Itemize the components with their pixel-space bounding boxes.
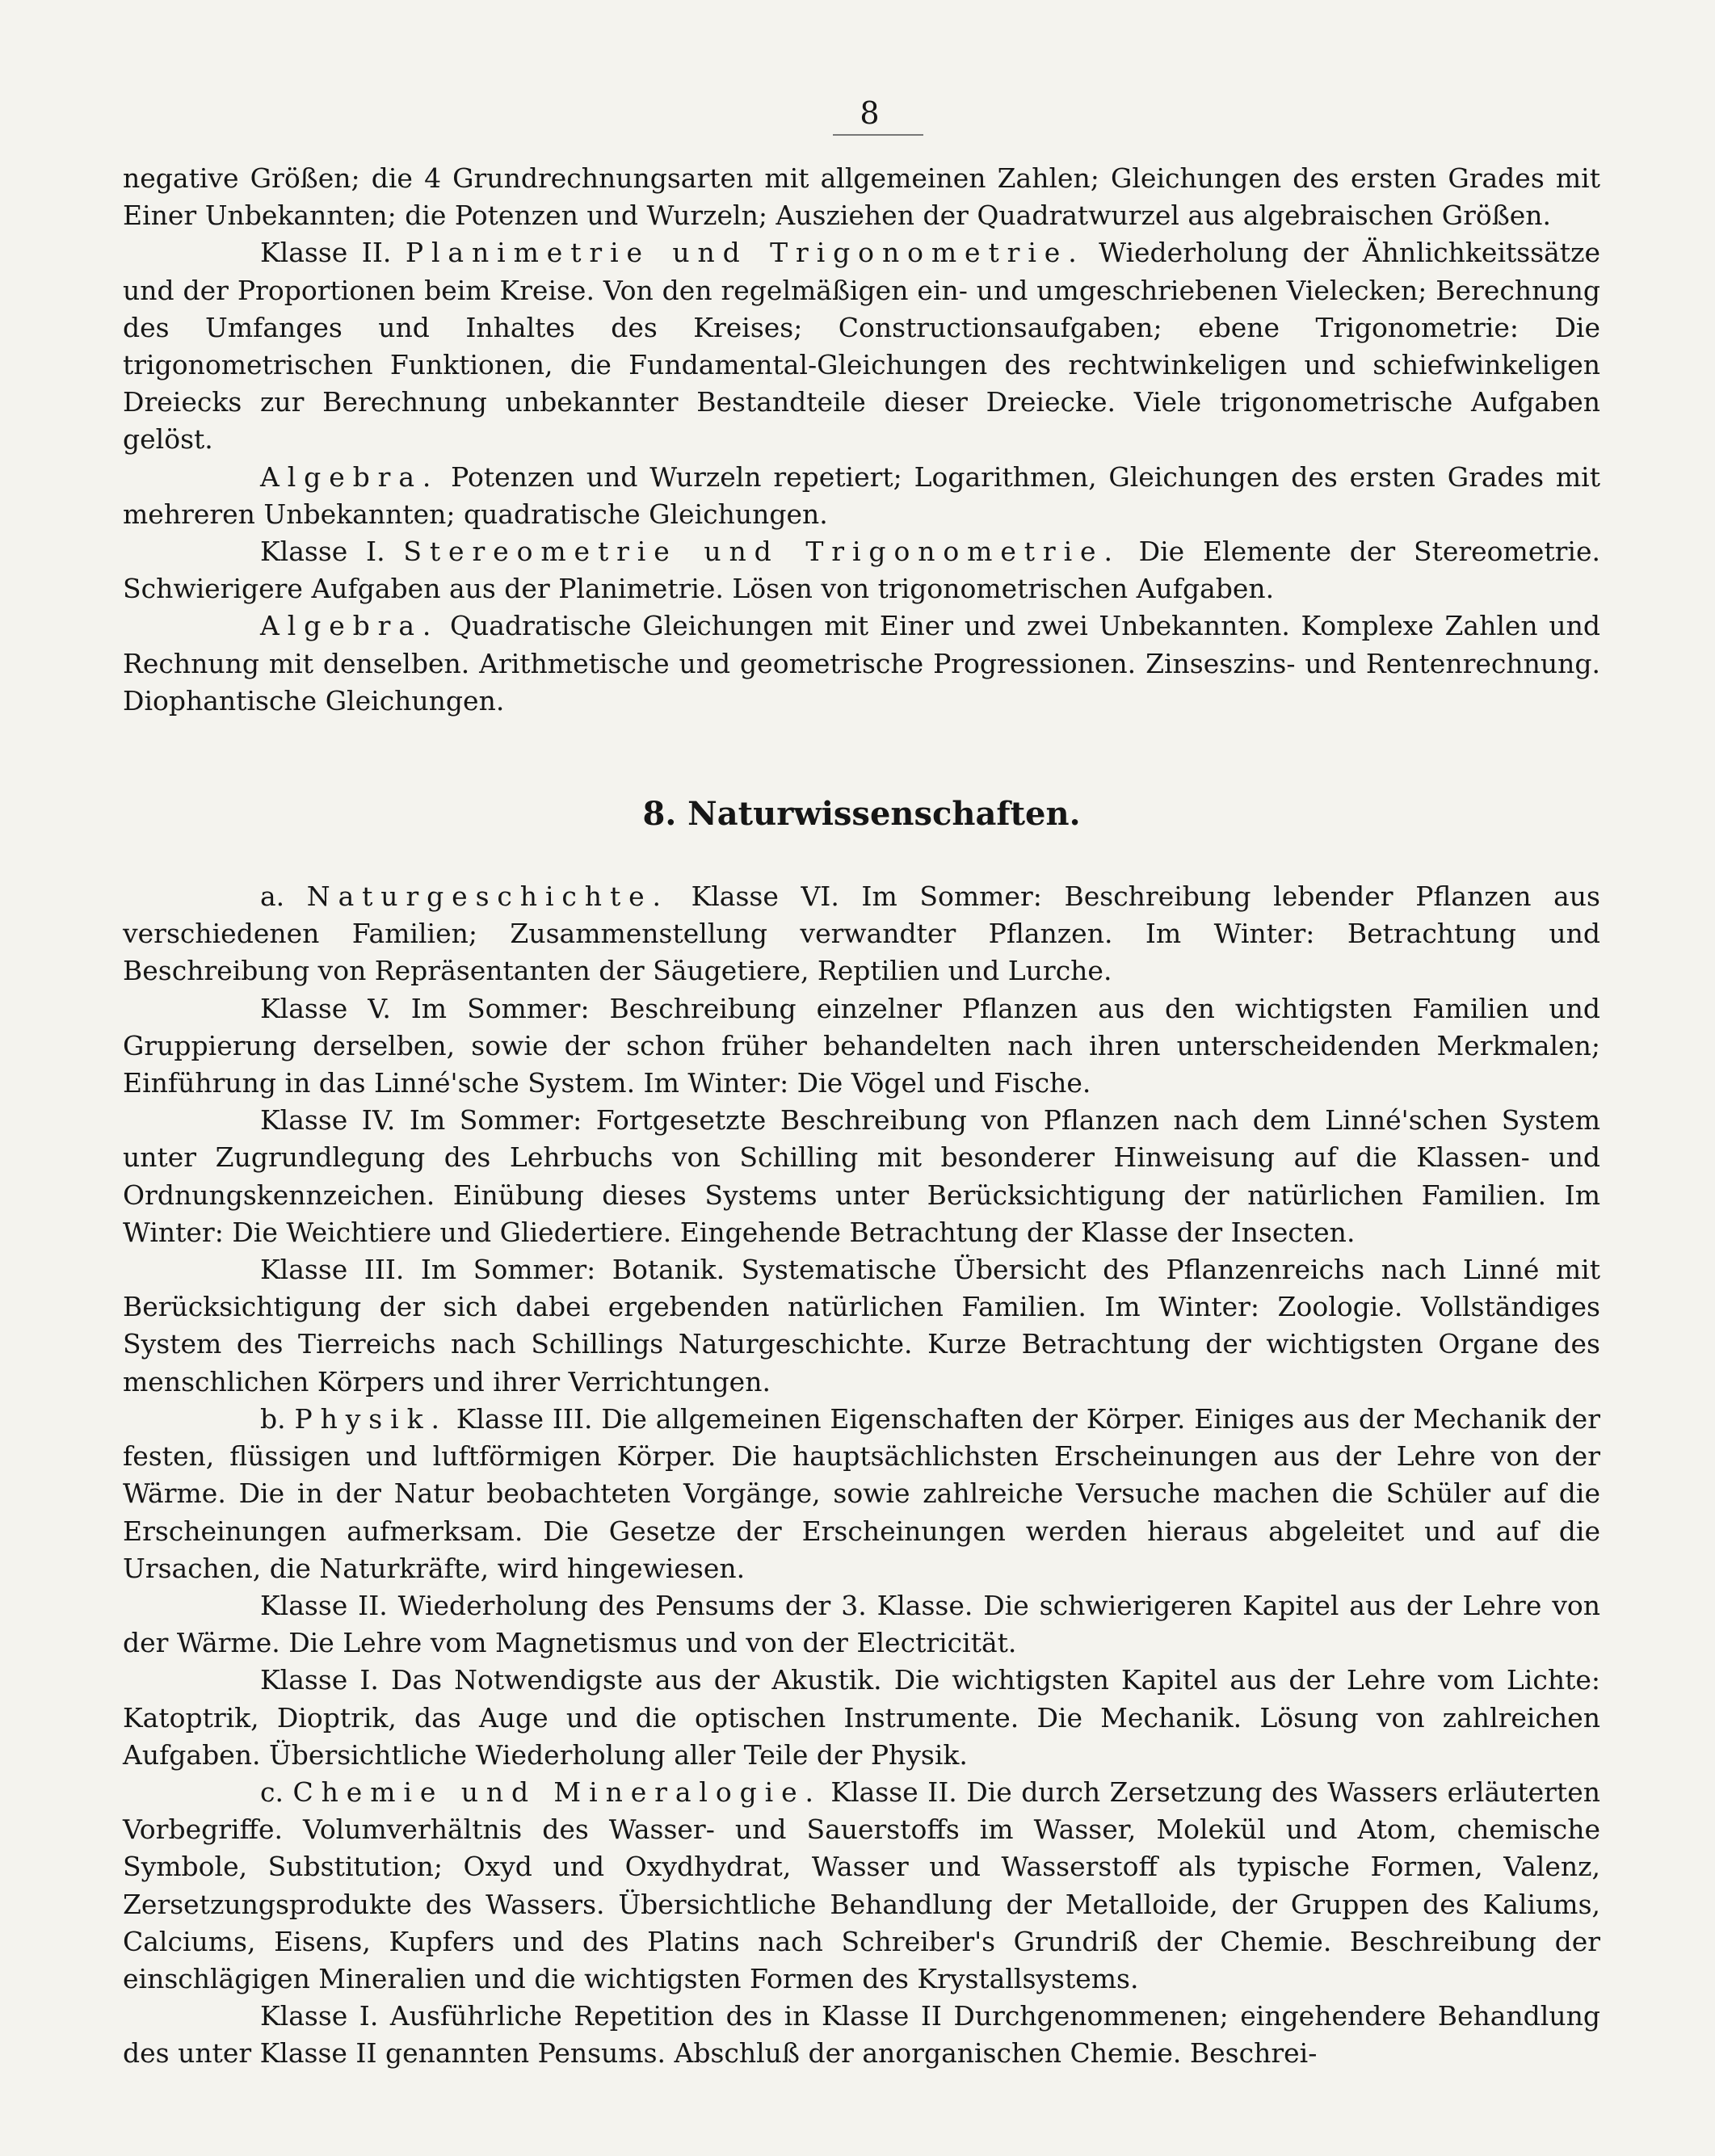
subject-title: Physik. <box>294 1402 448 1435</box>
paragraph-body: Quadratische Gleichungen mit Einer und zwei Unbekannten. Komplexe Zahlen und Rechnung mit denselben. Arithmetische und geometrische Progressionen. Zinseszins- und Rentenrechnung. Diophantische Gleichungen. <box>123 610 1600 717</box>
paragraph-naturgeschichte-klasse-5: Klasse V. Im Sommer: Beschreibung einzelner Pflanzen aus den wichtigsten Familien und Gruppierung derselben, sowie der schon früher behandelten nach ihren unterscheidenden Merkmalen; Einführung in das Linné'sche System. Im Winter: Die Vögel und Fische. <box>123 992 1600 1099</box>
paragraph-body: Potenzen und Wurzeln repetiert; Logarithmen, Gleichungen des ersten Grades mit mehreren Unbekannten; quadratische Gleichungen. <box>123 460 1600 530</box>
subject-title: Stereometrie und Trigonometrie. <box>403 536 1120 568</box>
subject-title: Algebra. <box>260 610 439 642</box>
paragraph-naturgeschichte-klasse-6 <box>123 878 1600 990</box>
page-number-rule <box>833 134 923 136</box>
natural-sciences-section <box>123 878 1600 2073</box>
subject-title: Naturgeschichte. <box>306 880 669 913</box>
paragraph-body: Klasse II. Die durch Zersetzung des Wassers erläuterten Vorbegriffe. Volumverhältnis des Wasser- und Sauerstoffs im Wasser, Molekül und Atom, chemische Symbole, Substitution; Oxyd und Oxydhydrat, Wasser und Wasserstoff als typische Formen, Valenz, Zersetzungsprodukte des Wassers. Übersichtliche Behandlung der Metalloide, der Gruppen des Kaliums, Calciums, Eisens, Kupfers und des Platins nach Schreiber's Grundriß der Chemie. Beschreibung der einschlägigen Mineralien und die wichtigsten Formen des Krystallsystems. <box>123 1776 1600 1994</box>
subsection-letter: b. <box>260 1402 286 1435</box>
subsection-letter: c. <box>260 1776 284 1808</box>
paragraph-naturgeschichte-klasse-3: Klasse III. Im Sommer: Botanik. Systematische Übersicht des Pflanzenreichs nach Linné mit Berücksichtigung der sich dabei ergebenden natürlichen Familien. Im Winter: Zoologie. Vollständiges System des Tierreichs nach Schillings Naturgeschichte. Kurze Betrachtung der wichtigsten Organe des menschlichen Körpers und ihrer Verrichtungen. <box>123 1254 1600 1397</box>
paragraph-klasse-1-geometry <box>123 533 1600 607</box>
paragraph-physik-klasse-1: Klasse I. Das Notwendigste aus der Akustik. Die wichtigsten Kapitel aus der Lehre vom Lichte: Katoptrik, Dioptrik, das Auge und die optischen Instrumente. Die Mechanik. Lösung von zahlreichen Aufgaben. Übersichtliche Wiederholung aller Teile der Physik. <box>123 1664 1600 1771</box>
class-label: Klasse I. <box>260 536 385 568</box>
page-number: 8 <box>860 95 880 131</box>
class-label: Klasse II. <box>260 237 392 269</box>
paragraph-klasse-2-geometry <box>123 234 1600 458</box>
paragraph-body: Klasse VI. Im Sommer: Beschreibung lebender Pflanzen aus verschiedenen Familien; Zusammenstellung verwandter Pflanzen. Im Winter: Betrachtung und Beschreibung von Repräsentanten der Säugetiere, Reptilien und Lurche. <box>123 880 1600 987</box>
subsection-letter: a. <box>260 880 285 913</box>
paragraph-body: Die Elemente der Stereometrie. Schwierigere Aufgaben aus der Planimetrie. Lösen von trigonometrischen Aufgaben. <box>123 536 1600 605</box>
subject-title: Algebra. <box>260 460 439 493</box>
paragraph-chemie-klasse-2 <box>123 1774 1600 1998</box>
paragraph-klasse-1-algebra <box>123 607 1600 720</box>
paragraph-physik-klasse-2: Klasse II. Wiederholung des Pensums der 3. Klasse. Die schwierigeren Kapitel aus der Lehre von der Wärme. Die Lehre vom Magnetismus und von der Electricität. <box>123 1589 1600 1659</box>
paragraph-body: Wiederholung der Ähnlichkeitssätze und der Proportionen beim Kreise. Von den regelmäßigen ein- und umgeschriebenen Vielecken; Berechnung des Umfanges und Inhaltes des Kreises; Constructionsaufgaben; ebene Trigonometrie: Die trigonometrischen Funktionen, die Fundamental-Gleichungen des rechtwinkeligen und schiefwinkeligen Dreiecks zur Berechnung unbekannter Bestandteile dieser Dreiecke. Viele trigonometrische Aufgaben gelöst. <box>123 237 1600 456</box>
section-heading: 8. Naturwissenschaften. <box>642 795 1081 834</box>
paragraph-klasse-2-algebra <box>123 459 1600 533</box>
paragraph-physik-klasse-3 <box>123 1401 1600 1587</box>
subject-title: Chemie und Mineralogie. <box>292 1776 822 1808</box>
paragraph-algebra-continued: negative Größen; die 4 Grundrechnungsarten mit allgemeinen Zahlen; Gleichungen des ersten Grades mit Einer Unbekannten; die Potenzen und Wurzeln; Ausziehen der Quadratwurzel aus algebraischen Größen. <box>123 162 1600 232</box>
paragraph-body: Klasse III. Die allgemeinen Eigenschaften der Körper. Einiges aus der Mechanik der festen, flüssigen und luftförmigen Körper. Die hauptsächlichsten Erscheinungen aus der Lehre von der Wärme. Die in der Natur beobachteten Vorgänge, sowie zahlreiche Versuche machen die Schüler auf die Erscheinungen aufmerksam. Die Gesetze der Erscheinungen werden hieraus abgeleitet und auf die Ursachen, die Naturkräfte, wird hingewiesen. <box>123 1402 1600 1584</box>
mathematics-section <box>123 160 1600 720</box>
subject-title: Planimetrie und Trigonometrie. <box>405 237 1085 269</box>
paragraph-naturgeschichte-klasse-4: Klasse IV. Im Sommer: Fortgesetzte Beschreibung von Pflanzen nach dem Linné'schen System unter Zugrundlegung des Lehrbuchs von Schilling mit besonderer Hinweisung auf die Klassen- und Ordnungskennzeichen. Einübung dieses Systems unter Berücksichtigung der natürlichen Familien. Im Winter: Die Weichtiere und Gliedertiere. Eingehende Betrachtung der Klasse der Insecten. <box>123 1104 1600 1248</box>
paragraph-chemie-klasse-1: Klasse I. Ausführliche Repetition des in Klasse II Durchgenommenen; eingehendere Behandlung des unter Klasse II genannten Pensums. Abschluß der anorganischen Chemie. Beschrei- <box>123 2000 1600 2070</box>
